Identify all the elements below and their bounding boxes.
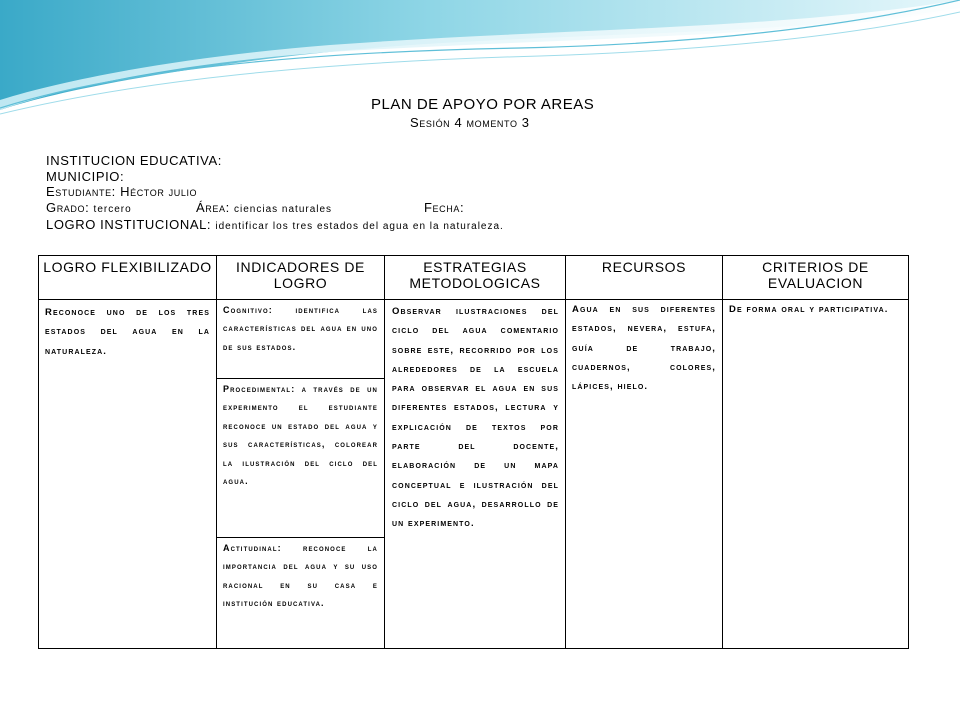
estudiante-line — [46, 184, 504, 200]
header-logro-flexibilizado: LOGRO FLEXIBILIZADO — [39, 256, 217, 300]
actitudinal-text: reconoce la importancia del agua y su uso racional en su casa e institución educativa. — [223, 543, 378, 609]
logro-institucional-value: identificar los tres estados del agua en la naturaleza. — [215, 221, 504, 232]
recursos-text: Agua en sus diferentes estados, nevera, estufa, guía de trabajo, cuadernos, colores, lápices, hielo. — [572, 304, 716, 393]
logro-flexibilizado-cell — [39, 300, 217, 649]
table-header-row — [39, 256, 909, 300]
fecha-label: Fecha: — [424, 199, 465, 215]
estrategias-text: Observar ilustraciones del ciclo del agua comentario sobre este, recorrido por los alrededores de la escuela para observar el agua en sus diferentes estados, lectura y explicación de textos por parte del docente, elaboración de un mapa conceptual e ilustración del ciclo del agua, desarrollo de un experimento. — [392, 306, 559, 530]
grado-line — [46, 200, 504, 218]
recursos-cell — [566, 300, 723, 649]
document-info — [46, 153, 504, 235]
indicador-cognitivo — [217, 300, 384, 378]
actitudinal-label: Actitudinal: — [223, 543, 282, 553]
page-subtitle: Sesión 4 momento 3 — [410, 115, 530, 130]
criterios-cell — [723, 300, 909, 649]
cognitivo-label: Cognitivo: — [223, 305, 273, 315]
area-value: ciencias naturales — [234, 203, 333, 215]
page-title: PLAN DE APOYO POR AREAS — [371, 96, 595, 113]
institucion-line: INSTITUCION EDUCATIVA: — [46, 153, 222, 168]
indicador-procedimental — [217, 378, 384, 537]
estrategias-cell — [385, 300, 566, 649]
grado-label: Grado: — [46, 199, 90, 215]
header-estrategias-metodologicas: ESTRATEGIAS METODOLOGICAS — [385, 256, 566, 300]
estudiante-value: Héctor julio — [120, 184, 198, 199]
logro-flexibilizado-text: Reconoce uno de los tres estados del agua en la naturaleza. — [45, 307, 210, 357]
area-label: Área: — [196, 199, 230, 215]
procedimental-label: Procedimental: — [223, 384, 296, 394]
indicador-actitudinal — [217, 537, 384, 613]
indicadores-cell — [217, 300, 385, 649]
grado-value: tercero — [93, 203, 132, 215]
logro-institucional-label: LOGRO INSTITUCIONAL: — [46, 217, 212, 232]
criterios-text: De forma oral y participativa. — [729, 304, 889, 315]
header-recursos: RECURSOS — [566, 256, 723, 300]
header-indicadores-de-logro: INDICADORES DE LOGRO — [217, 256, 385, 300]
municipio-line: MUNICIPIO: — [46, 168, 125, 184]
estudiante-label: Estudiante: — [46, 184, 116, 199]
plan-table — [38, 255, 909, 649]
header-criterios-de-evaluacion: CRITERIOS DE EVALUACION — [723, 256, 909, 300]
cognitivo-text: identifica las características del agua en uno de sus estados. — [223, 305, 378, 352]
logro-institucional-line — [46, 217, 504, 235]
procedimental-text: a través de un experimento el estudiante reconoce un estado del agua y sus características, colorear la ilustración del ciclo del agua. — [223, 384, 378, 487]
table-row — [39, 300, 909, 649]
